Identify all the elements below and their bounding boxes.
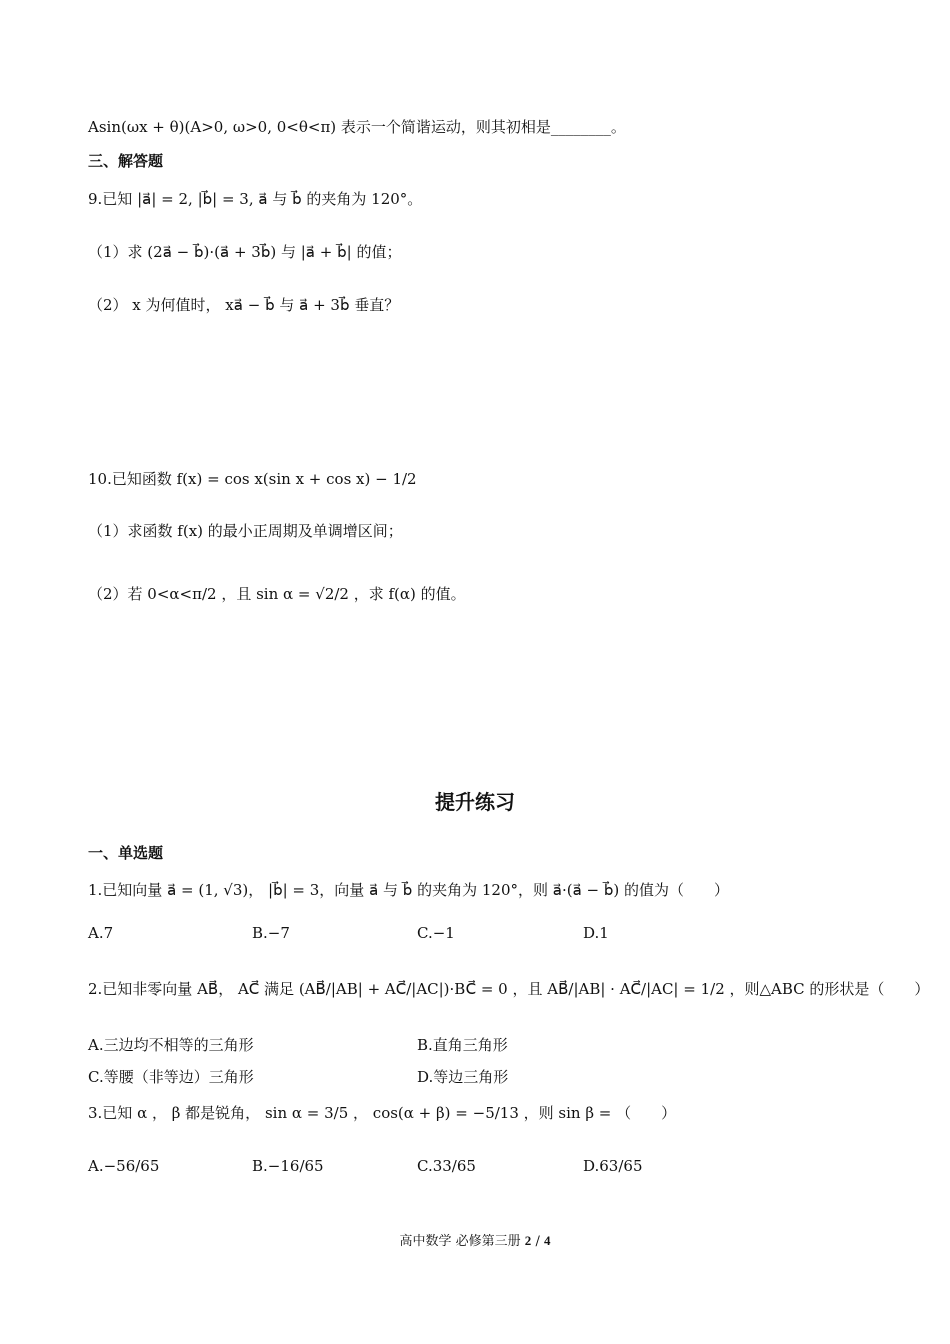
practice-title: 提升练习 — [435, 790, 515, 814]
footer-label: 高中数学 必修第三册 — [399, 1234, 521, 1249]
footer-page-number: 2 — [524, 1233, 532, 1248]
question-9: 9.已知 |a⃗| = 2, |b⃗| = 3, a⃗ 与 b⃗ 的夹角为 120°。 — [88, 190, 423, 208]
practice-question-3: 3.已知 α ， β 都是锐角， sin α = 3/5 ， cos(α + β) = −5/13 ，则 sin β = （ ） — [88, 1104, 677, 1122]
footer-separator: / — [535, 1234, 540, 1249]
p2-option-b: B.直角三角形 — [417, 1036, 508, 1054]
footer-total-pages: 4 — [543, 1233, 551, 1248]
p1-option-b: B.−7 — [252, 924, 290, 942]
section-1-heading: 一、单选题 — [88, 844, 164, 862]
question-10-part-2: （2）若 0<α<π/2 ，且 sin α = √2/2 ，求 f(α) 的值。 — [88, 585, 466, 603]
p3-option-c: C.33/65 — [417, 1157, 476, 1175]
p2-option-d: D.等边三角形 — [417, 1068, 509, 1086]
p1-option-c: C.−1 — [417, 924, 455, 942]
section-3-heading: 三、解答题 — [88, 152, 164, 170]
p2-option-a: A.三边均不相等的三角形 — [88, 1036, 254, 1054]
p3-option-a: A.−56/65 — [88, 1157, 160, 1175]
question-10: 10.已知函数 f(x) = cos x(sin x + cos x) − 1/2 — [88, 470, 417, 488]
p3-option-d: D.63/65 — [583, 1157, 643, 1175]
p1-option-d: D.1 — [583, 924, 609, 942]
p1-option-a: A.7 — [88, 924, 114, 942]
question-9-part-1: （1）求 (2a⃗ − b⃗)·(a⃗ + 3b⃗) 与 |a⃗ + b⃗| 的值； — [88, 243, 402, 261]
p3-option-b: B.−16/65 — [252, 1157, 324, 1175]
practice-question-1: 1.已知向量 a⃗ = (1, √3)， |b⃗| = 3，向量 a⃗ 与 b⃗ 的夹角为 120°，则 a⃗·(a⃗ − b⃗) 的值为（ ） — [88, 881, 730, 899]
question-10-part-1: （1）求函数 f(x) 的最小正周期及单调增区间； — [88, 522, 403, 540]
p2-option-c: C.等腰（非等边）三角形 — [88, 1068, 254, 1086]
page-footer — [0, 1230, 950, 1249]
practice-question-2: 2.已知非零向量 AB⃗， AC⃗ 满足 (AB⃗/|AB| + AC⃗/|AC|)·BC⃗ = 0 ，且 AB⃗/|AB| · AC⃗/|AC| = 1/2 ，则△ABC 的形状是（ ） — [88, 980, 930, 998]
q8-tail: Asin(ωx + θ)(A>0, ω>0, 0<θ<π) 表示一个简谐运动，则其初相是________。 — [88, 118, 626, 136]
question-9-part-2: （2） x 为何值时， xa⃗ − b⃗ 与 a⃗ + 3b⃗ 垂直？ — [88, 296, 400, 314]
